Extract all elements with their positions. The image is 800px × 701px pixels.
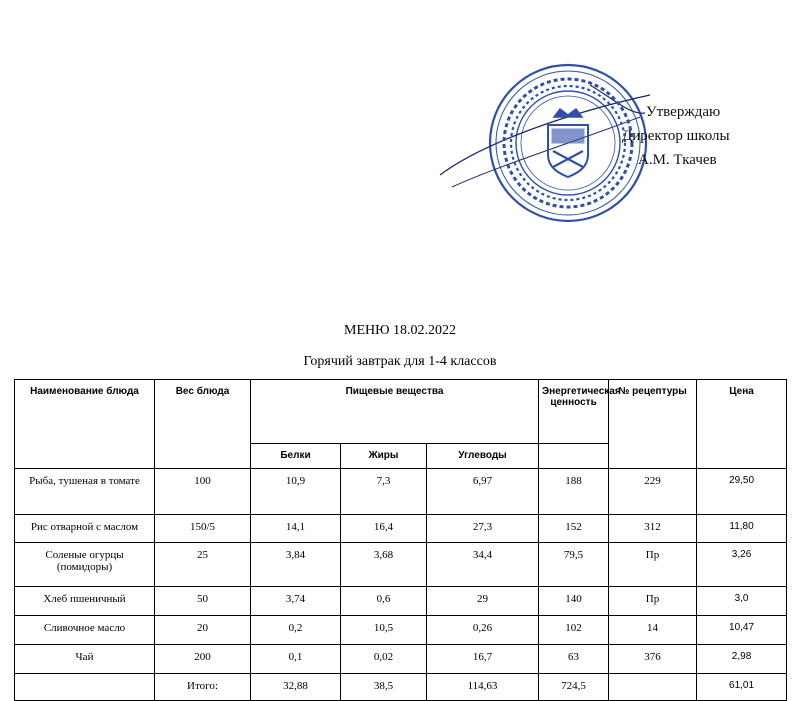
dish-recipe: Пр [609, 587, 697, 616]
header-nutrients: Пищевые вещества [251, 380, 539, 444]
dish-weight: 150/5 [155, 515, 251, 543]
table-row [15, 616, 787, 645]
table-row [15, 645, 787, 674]
total-blank [15, 674, 155, 701]
dish-name: Рис отварной с маслом [15, 515, 155, 543]
menu-table [14, 379, 787, 701]
dish-name: Хлеб пшеничный [15, 587, 155, 616]
header-carbs: Углеводы [427, 444, 539, 469]
table-row [15, 587, 787, 616]
header-protein: Белки [251, 444, 341, 469]
dish-protein: 3,74 [251, 587, 341, 616]
approval-line-position: Директор школы [622, 128, 730, 144]
menu-title: МЕНЮ 18.02.2022 [344, 323, 456, 338]
dish-energy: 102 [539, 616, 609, 645]
table-row [15, 543, 787, 587]
dish-price: 11,80 [697, 515, 787, 543]
dish-energy: 140 [539, 587, 609, 616]
dish-recipe: 229 [609, 469, 697, 515]
dish-carbs: 29 [427, 587, 539, 616]
dish-energy: 63 [539, 645, 609, 674]
table-header-row [15, 380, 787, 444]
approval-block [622, 100, 786, 172]
total-protein: 32,88 [251, 674, 341, 701]
total-carbs: 114,63 [427, 674, 539, 701]
dish-energy: 79,5 [539, 543, 609, 587]
dish-fat: 10,5 [341, 616, 427, 645]
dish-recipe: Пр [609, 543, 697, 587]
dish-carbs: 16,7 [427, 645, 539, 674]
dish-recipe: 376 [609, 645, 697, 674]
total-recipe-blank [609, 674, 697, 701]
dish-weight: 100 [155, 469, 251, 515]
dish-price: 29,50 [697, 469, 787, 515]
dish-fat: 0,02 [341, 645, 427, 674]
approval-line-approve: Утверждаю [646, 104, 721, 120]
dish-weight: 200 [155, 645, 251, 674]
dish-weight: 50 [155, 587, 251, 616]
dish-fat: 7,3 [341, 469, 427, 515]
dish-fat: 0,6 [341, 587, 427, 616]
dish-protein: 10,9 [251, 469, 341, 515]
total-fat: 38,5 [341, 674, 427, 701]
dish-fat: 3,68 [341, 543, 427, 587]
dish-price: 10,47 [697, 616, 787, 645]
dish-price: 3,0 [697, 587, 787, 616]
dish-carbs: 27,3 [427, 515, 539, 543]
header-fat: Жиры [341, 444, 427, 469]
dish-protein: 0,1 [251, 645, 341, 674]
total-energy: 724,5 [539, 674, 609, 701]
header-price: Цена [697, 380, 787, 469]
dish-carbs: 0,26 [427, 616, 539, 645]
dish-price: 3,26 [697, 543, 787, 587]
table-row [15, 469, 787, 515]
header-recipe: № рецептуры [609, 380, 697, 469]
total-label: Итого: [155, 674, 251, 701]
dish-weight: 20 [155, 616, 251, 645]
dish-name: Соленые огурцы (помидоры) [15, 543, 155, 587]
dish-fat: 16,4 [341, 515, 427, 543]
dish-price: 2,98 [697, 645, 787, 674]
dish-recipe: 14 [609, 616, 697, 645]
dish-protein: 3,84 [251, 543, 341, 587]
dish-recipe: 312 [609, 515, 697, 543]
dish-carbs: 34,4 [427, 543, 539, 587]
dish-protein: 14,1 [251, 515, 341, 543]
dish-name: Чай [15, 645, 155, 674]
table-total-row [15, 674, 787, 701]
dish-weight: 25 [155, 543, 251, 587]
header-weight: Вес блюда [155, 380, 251, 469]
dish-energy: 152 [539, 515, 609, 543]
header-dish-name: Наименование блюда [15, 380, 155, 469]
dish-protein: 0,2 [251, 616, 341, 645]
dish-name: Рыба, тушеная в томате [15, 469, 155, 515]
approval-line-name: А.М. Ткачев [638, 152, 717, 168]
table-row [15, 515, 787, 543]
menu-subtitle: Горячий завтрак для 1-4 классов [303, 354, 497, 369]
dish-name: Сливочное масло [15, 616, 155, 645]
dish-carbs: 6,97 [427, 469, 539, 515]
total-price: 61,01 [697, 674, 787, 701]
header-energy: Энергетическая ценность [539, 380, 609, 444]
header-energy-blank [539, 444, 609, 469]
dish-energy: 188 [539, 469, 609, 515]
